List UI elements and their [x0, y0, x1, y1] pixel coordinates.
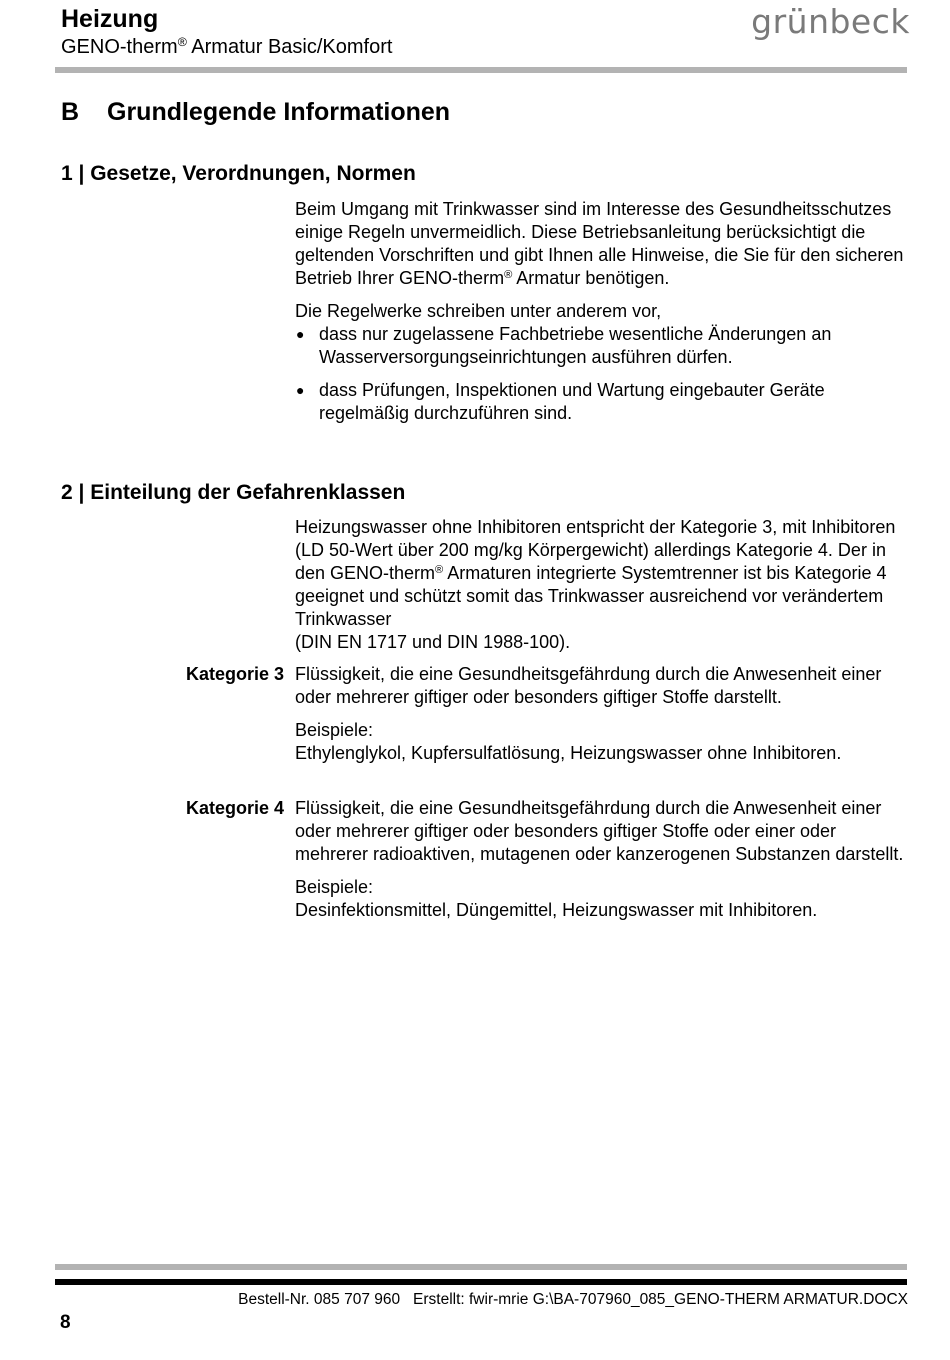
category-3-examples-label: Beispiele:: [295, 720, 374, 740]
subtitle-rest: Armatur Basic/Komfort: [186, 36, 393, 58]
category-3-label: Kategorie 3: [185, 664, 284, 684]
laws-paragraph-text-end: Armatur benötigen.: [512, 268, 670, 288]
subtitle-product: GENO-therm: [61, 36, 178, 58]
section-title: Grundlegende Informationen: [107, 98, 451, 126]
subsection-heading-hazard-classes: 2 | Einteilung der Gefahrenklassen: [61, 481, 406, 504]
hazard-intro-text: Heizungswasser ohne Inhibitoren entspricht der Kategorie 3, mit Inhibitoren (LD 50-Wert über 200 mg/kg Körpergewicht) allerdings Kategorie 4. Der in den GENO-therm: [295, 517, 896, 583]
hazard-intro-norms: (DIN EN 1717 und DIN 1988-100).: [295, 632, 571, 652]
category-3-description: Flüssigkeit, die eine Gesundheitsgefährdung durch die Anwesenheit einer oder mehrerer giftiger oder besonders giftiger Stoffe darstellt.: [295, 664, 882, 707]
subsection-heading-laws: 1 | Gesetze, Verordnungen, Normen: [61, 162, 416, 185]
footer-divider-grey: [55, 1264, 907, 1270]
regulations-intro: Die Regelwerke schreiben unter anderem vor,: [295, 301, 662, 321]
document-subtitle: [61, 35, 392, 59]
registered-mark: ®: [177, 35, 187, 50]
laws-body: [295, 198, 907, 435]
category-4-description: Flüssigkeit, die eine Gesundheitsgefährdung durch die Anwesenheit einer oder mehrerer giftiger oder besonders giftiger Stoffe oder einer oder mehrerer radioaktiven, mutagenen oder kanzerogenen Substanzen darstellt.: [295, 798, 904, 864]
category-3-examples: Ethylenglykol, Kupfersulfatlösung, Heizungswasser ohne Inhibitoren.: [295, 743, 842, 763]
bullet-icon: ●: [296, 382, 305, 398]
list-item: [295, 323, 907, 369]
category-3-body: [295, 663, 907, 775]
footer-divider-black: [55, 1279, 907, 1285]
brand-logo: grünbeck: [751, 2, 910, 41]
header-divider: [55, 67, 907, 73]
registered-mark: ®: [435, 563, 444, 576]
laws-paragraph-text: Beim Umgang mit Trinkwasser sind im Interesse des Gesundheitsschutzes einige Regeln unvermeidlich. Diese Betriebsanleitung berücksichtigt die geltenden Vorschriften und gibt Ihnen alle Hinweise, die Sie für den sicheren Betrieb Ihrer GENO-therm: [295, 199, 904, 288]
registered-mark: ®: [504, 268, 513, 281]
section-heading: [61, 96, 450, 128]
hazard-intro-paragraph: [295, 516, 907, 654]
section-letter: B: [61, 98, 80, 126]
hazard-intro: [295, 516, 907, 654]
category-4-body: [295, 797, 907, 932]
category-4-examples: Desinfektionsmittel, Düngemittel, Heizungswasser mit Inhibitoren.: [295, 900, 818, 920]
list-item-text: dass Prüfungen, Inspektionen und Wartung eingebauter Geräte regelmäßig durchzuführen sind.: [319, 380, 825, 423]
laws-paragraph: [295, 198, 907, 290]
document-title: Heizung: [61, 5, 159, 33]
footer-order-info: Bestell-Nr. 085 707 960 Erstellt: fwir-mrie G:\BA-707960_085_GENO-THERM ARMATUR.DOCX: [238, 1291, 908, 1308]
category-4-examples-label: Beispiele:: [295, 877, 374, 897]
list-item: [295, 379, 907, 425]
hazard-intro-text-mid: Armaturen integrierte Systemtrenner ist bis Kategorie 4 geeignet und schützt somit das Trinkwasser ausreichend vor verändertem Trinkwasser: [295, 563, 887, 629]
page-number: 8: [60, 1312, 71, 1333]
bullet-icon: ●: [296, 326, 305, 342]
category-4-label: Kategorie 4: [185, 798, 284, 818]
list-item-text: dass nur zugelassene Fachbetriebe wesentliche Änderungen an Wasserversorgungseinrichtungen ausführen dürfen.: [319, 324, 832, 367]
